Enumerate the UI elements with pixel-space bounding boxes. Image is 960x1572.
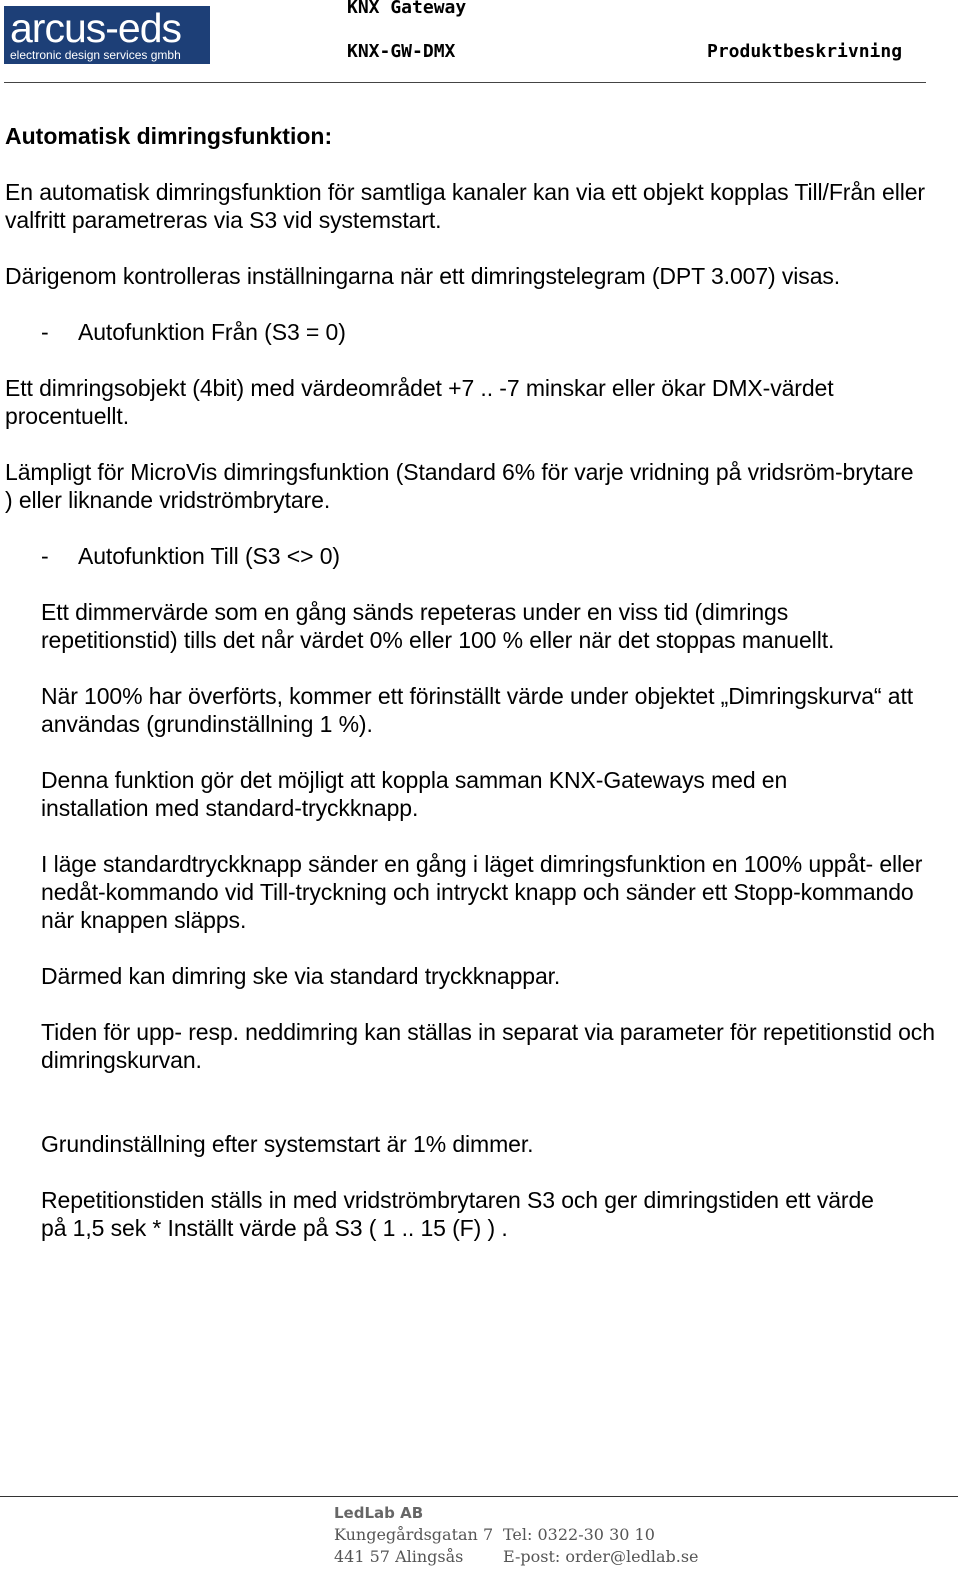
bullet-text: Autofunktion Från (S3 = 0) <box>78 319 346 345</box>
paragraph-repeat: Ett dimmervärde som en gång sänds repeteras under en viss tid (dimrings repetitionstid) tills det når värdet 0% eller 100 % eller när det stoppas manuellt. <box>41 599 835 653</box>
bullet-auto-on <box>5 542 955 570</box>
paragraph-dim-curve: När 100% har överförts, kommer ett förinställt värde under objektet „Dimringskurva“ att användas (grundinställning 1 %). <box>41 683 914 737</box>
paragraph-pushbutton: I läge standardtryckknapp sänder en gång i läget dimringsfunktion en 100% uppåt- eller nedåt-kommando vid Till-tryckning och intryckt knapp och sänder ett Stopp-kommando när knappen släpps. <box>41 851 923 933</box>
company-logo <box>4 6 210 64</box>
bullet-text: Autofunktion Till (S3 <> 0) <box>78 543 340 569</box>
paragraph-default: Grundinställning efter systemstart är 1% dimmer. <box>41 1131 534 1157</box>
footer-email: E-post: order@ledlab.se <box>503 1547 699 1566</box>
paragraph-gateway: Denna funktion gör det möjligt att koppla samman KNX-Gateways med en installation med standard-tryckknapp. <box>41 767 788 821</box>
paragraph-timing: Tiden för upp- resp. neddimring kan ställas in separat via parameter för repetitionstid och dimringskurvan. <box>41 1019 935 1073</box>
paragraph-control: Därigenom kontrolleras inställningarna när ett dimringstelegram (DPT 3.007) visas. <box>5 263 841 289</box>
footer-city: 441 57 Alingsås <box>334 1547 464 1566</box>
paragraph-intro: En automatisk dimringsfunktion för samtliga kanaler kan via ett objekt kopplas Till/Från eller valfritt parametreras via S3 vid systemstart. <box>5 179 925 233</box>
paragraph-repetition-time: Repetitionstiden ställs in med vridströmbrytaren S3 och ger dimringstiden ett värde på 1,5 sek * Inställt värde på S3 ( 1 .. 15 (F) ) . <box>41 1187 874 1241</box>
bullet-dash: - <box>41 543 49 569</box>
paragraph-standard: Därmed kan dimring ske via standard tryckknappar. <box>41 963 561 989</box>
footer-company: LedLab AB <box>334 1504 424 1522</box>
header-model: KNX-GW-DMX <box>347 41 456 62</box>
header-divider <box>4 82 926 83</box>
section-heading: Automatisk dimringsfunktion: <box>5 123 333 149</box>
paragraph-dim-object: Ett dimringsobjekt (4bit) med värdeområdet +7 .. -7 minskar eller ökar DMX-värdet procentuellt. <box>5 375 834 429</box>
document-body <box>5 122 955 1242</box>
logo-name: arcus-eds <box>10 5 182 51</box>
footer-street: Kungegårdsgatan 7 <box>334 1525 494 1544</box>
footer-phone: Tel: 0322-30 30 10 <box>503 1525 655 1544</box>
logo-tagline: electronic design services gmbh <box>10 48 181 62</box>
bullet-dash: - <box>41 319 49 345</box>
bullet-auto-off <box>5 318 955 346</box>
header-title: KNX Gateway <box>347 0 467 18</box>
header-doc-type: Produktbeskrivning <box>707 41 903 62</box>
footer-divider <box>0 1496 958 1497</box>
paragraph-microvis: Lämpligt för MicroVis dimringsfunktion (Standard 6% för varje vridning på vridsröm-brytare ) eller liknande vridströmbrytare. <box>5 459 914 513</box>
